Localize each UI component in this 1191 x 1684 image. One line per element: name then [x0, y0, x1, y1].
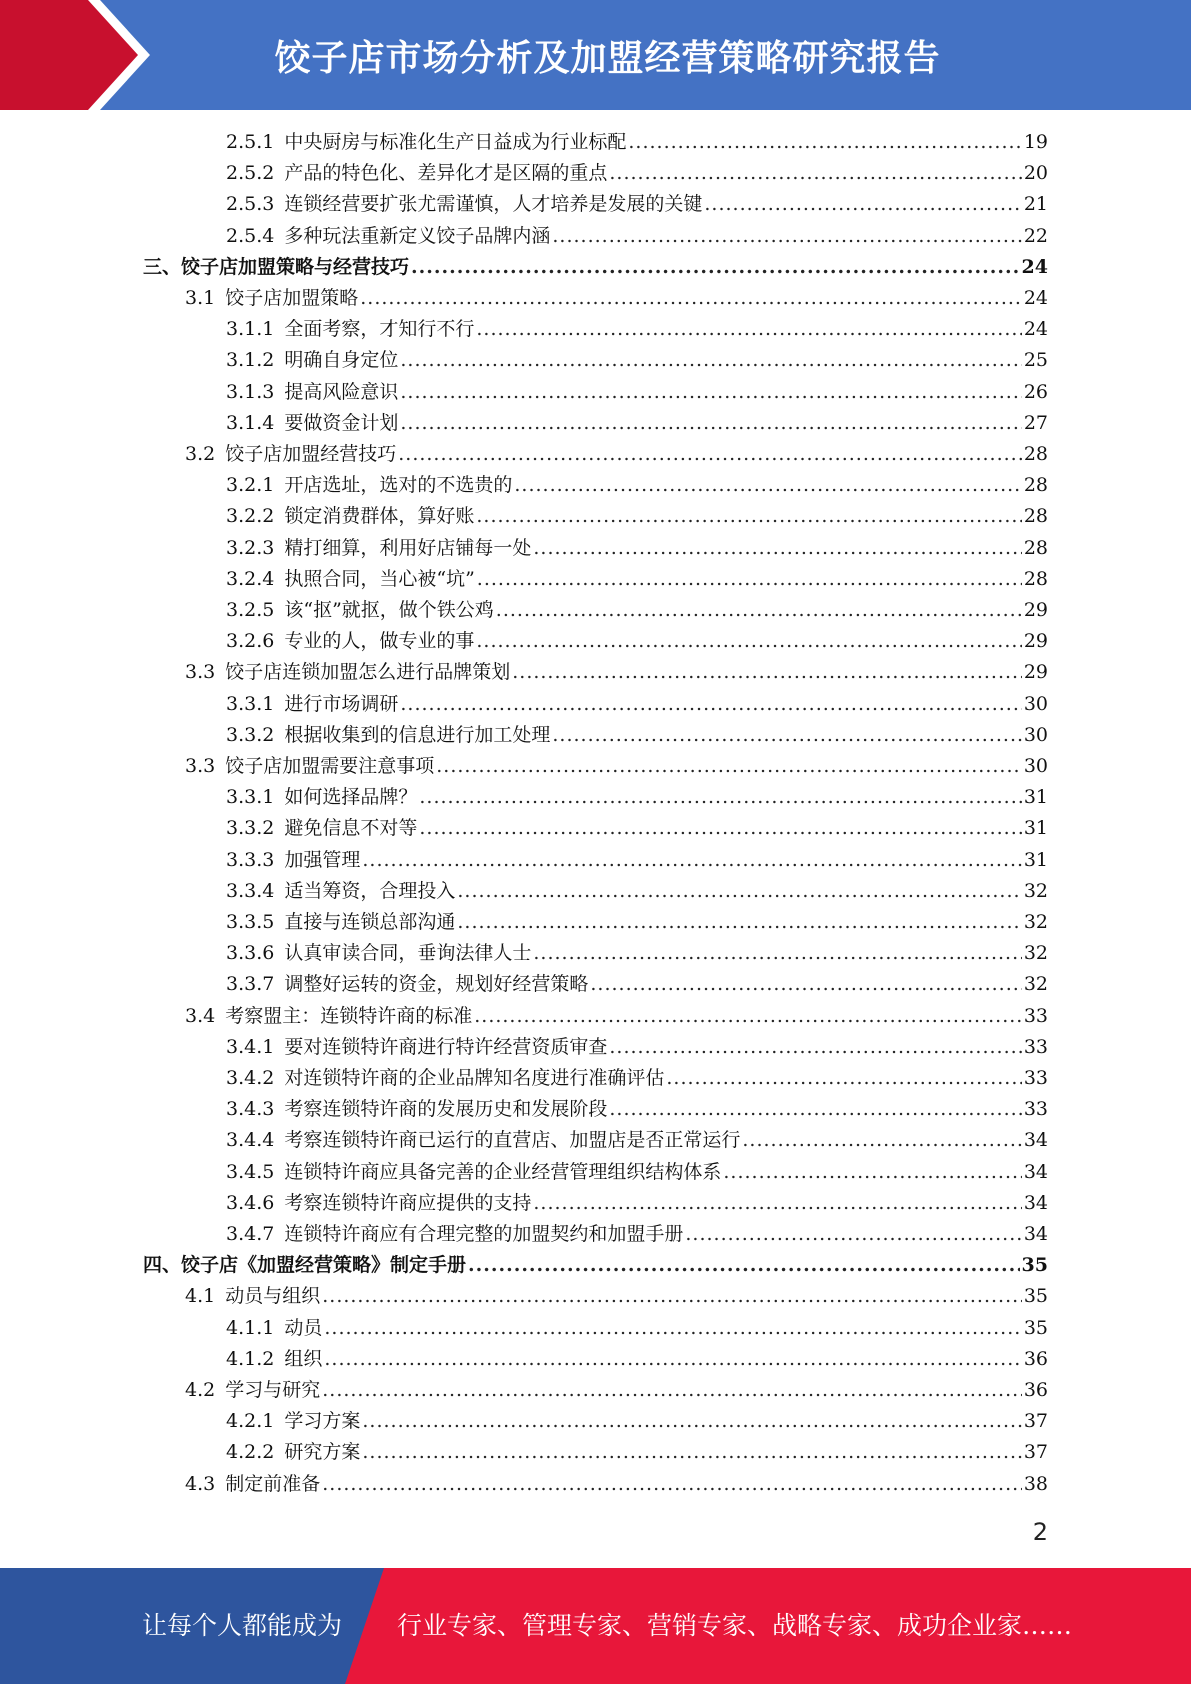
toc-entry-page: 34	[1023, 1191, 1048, 1214]
toc-dot-leader	[322, 1281, 1022, 1312]
toc-entry-title: 直接与连锁总部沟通	[284, 911, 456, 933]
toc-entry[interactable]	[226, 845, 1048, 876]
toc-dot-leader	[457, 907, 1021, 938]
toc-entry-page: 29	[1023, 661, 1048, 684]
toc-dot-leader	[476, 314, 1021, 345]
toc-entry-page: 27	[1023, 411, 1048, 434]
toc-entry-number: 3.2.4	[226, 567, 275, 590]
toc-dot-leader	[400, 408, 1021, 439]
toc-entry-page: 36	[1023, 1379, 1048, 1401]
toc-dot-leader	[476, 626, 1021, 657]
toc-entry-page: 35	[1021, 1254, 1048, 1277]
toc-entry-title: 该“抠”就抠，做个铁公鸡	[284, 599, 494, 621]
toc-entry-page: 34	[1023, 1129, 1048, 1152]
toc-dot-leader	[457, 876, 1021, 907]
toc-entry-title: 考察连锁特许商应提供的支持	[284, 1191, 532, 1214]
toc-entry[interactable]	[226, 1406, 1048, 1437]
toc-entry-page: 32	[1023, 973, 1048, 996]
toc-dot-leader	[476, 501, 1021, 532]
toc-entry-title: 产品的特色化、差异化才是区隔的重点	[284, 162, 608, 185]
toc-entry-title: 进行市场调研	[284, 692, 399, 715]
toc-entry-page: 31	[1023, 786, 1048, 809]
toc-dot-leader	[436, 751, 1022, 782]
toc-entry[interactable]	[226, 189, 1048, 220]
footer-slogan-right: 行业专家、管理专家、营销专家、战略专家、成功企业家……	[397, 1611, 1073, 1640]
toc-entry[interactable]	[226, 1219, 1048, 1250]
toc-entry-page: 36	[1023, 1347, 1048, 1370]
toc-entry[interactable]	[185, 1375, 1048, 1406]
toc-entry[interactable]	[226, 501, 1048, 532]
toc-dot-leader	[533, 938, 1021, 969]
toc-entry-page: 33	[1023, 1035, 1048, 1058]
toc-entry-page: 28	[1023, 567, 1048, 590]
toc-entry[interactable]	[226, 1032, 1048, 1063]
toc-entry-title: 考察连锁特许商已运行的直营店、加盟店是否正常运行	[284, 1129, 741, 1152]
toc-entry-page: 33	[1023, 1067, 1048, 1089]
toc-entry-page: 22	[1023, 224, 1048, 247]
toc-entry-page: 29	[1023, 599, 1048, 621]
toc-entry-page: 34	[1023, 1223, 1048, 1245]
toc-entry-number: 3.3.5	[226, 911, 275, 933]
toc-entry[interactable]	[226, 1125, 1048, 1156]
toc-entry[interactable]	[226, 377, 1048, 408]
toc-entry[interactable]	[226, 564, 1048, 595]
toc-entry-title: 研究方案	[284, 1441, 361, 1464]
toc-entry-title: 动员	[284, 1316, 323, 1339]
toc-entry-page: 30	[1023, 755, 1048, 777]
footer-slogan-left: 让每个人都能成为	[142, 1611, 343, 1640]
toc-entry[interactable]	[226, 1094, 1048, 1125]
toc-entry-page: 25	[1023, 349, 1048, 372]
page-number: 2	[1032, 1518, 1048, 1546]
toc-entry-number: 3.2	[185, 443, 216, 465]
toc-dot-leader	[400, 345, 1021, 376]
toc-entry-number: 3.3.1	[226, 786, 275, 809]
toc-dot-leader	[419, 813, 1021, 844]
toc-entry-number: 3.3.4	[226, 879, 275, 902]
toc-entry-page: 32	[1023, 879, 1048, 902]
toc-entry-number: 2.5.3	[226, 193, 275, 216]
toc-entry-page: 33	[1023, 1004, 1048, 1027]
toc-entry-title: 饺子店加盟经营技巧	[225, 443, 397, 465]
toc-entry-title: 锁定消费群体，算好账	[284, 505, 475, 528]
toc-entry[interactable]	[226, 626, 1048, 657]
toc-entry[interactable]	[226, 813, 1048, 844]
toc-entry-page: 28	[1023, 536, 1048, 559]
toc-entry-title: 组织	[284, 1347, 323, 1370]
toc-entry-page: 31	[1023, 848, 1048, 871]
toc-entry-page: 37	[1023, 1441, 1048, 1464]
toc-entry-title: 如何选择品牌？	[284, 786, 418, 809]
toc-entry-page: 30	[1023, 723, 1048, 746]
toc-entry-title: 四、饺子店《加盟经营策略》制定手册	[143, 1254, 467, 1277]
toc-entry-number: 4.1.1	[226, 1316, 275, 1339]
toc-entry-number: 3.2.6	[226, 630, 275, 653]
toc-entry-page: 28	[1023, 474, 1048, 497]
toc-entry-title: 精打细算，利用好店铺每一处	[284, 536, 532, 559]
toc-entry-title: 加强管理	[284, 848, 361, 871]
toc-entry[interactable]	[226, 1313, 1048, 1344]
toc-entry-title: 考察连锁特许商的发展历史和发展阶段	[284, 1098, 608, 1121]
toc-dot-leader	[685, 1219, 1021, 1250]
toc-dot-leader	[512, 657, 1022, 688]
toc-entry-number: 3.3	[185, 755, 216, 777]
toc-entry-title: 根据收集到的信息进行加工处理	[284, 723, 551, 746]
toc-entry-title: 饺子店加盟需要注意事项	[225, 755, 435, 777]
toc-entry-number: 3.3.3	[226, 848, 275, 871]
toc-entry-number: 4.2.1	[226, 1410, 275, 1433]
toc-entry-page: 29	[1023, 630, 1048, 653]
toc-entry[interactable]	[226, 158, 1048, 189]
toc-entry[interactable]	[226, 782, 1048, 813]
toc-dot-leader	[477, 564, 1022, 595]
toc-entry-title: 学习与研究	[225, 1379, 321, 1401]
toc-entry-title: 专业的人，做专业的事	[284, 630, 475, 653]
toc-entry[interactable]	[226, 221, 1048, 252]
toc-entry-number: 4.3	[185, 1472, 216, 1495]
toc-entry-title: 调整好运转的资金，规划好经营策略	[284, 973, 589, 996]
toc-dot-leader	[362, 1437, 1021, 1468]
toc-entry-number: 3.1	[185, 287, 216, 309]
toc-entry-title: 动员与组织	[225, 1285, 321, 1308]
toc-entry-title: 提高风险意识	[284, 380, 399, 403]
toc-entry[interactable]	[185, 1281, 1048, 1312]
toc-entry-page: 33	[1023, 1098, 1048, 1121]
toc-entry-title: 要对连锁特许商进行特许经营资质审查	[284, 1035, 608, 1058]
toc-entry-number: 3.4	[185, 1004, 216, 1027]
toc-entry-page: 31	[1023, 817, 1048, 840]
toc-entry-number: 3.1.3	[226, 380, 275, 403]
toc-entry-page: 24	[1021, 255, 1048, 278]
toc-entry[interactable]	[185, 1469, 1048, 1500]
document-title: 饺子店市场分析及加盟经营策略研究报告	[274, 37, 941, 79]
toc-dot-leader	[723, 1157, 1021, 1188]
toc-entry[interactable]	[226, 127, 1048, 158]
toc-dot-leader	[552, 221, 1021, 252]
toc-dot-leader	[590, 969, 1021, 1000]
toc-entry-number: 3.4.3	[226, 1098, 275, 1121]
toc-entry-number: 3.4.2	[226, 1067, 275, 1089]
toc-entry[interactable]	[143, 1250, 1048, 1281]
toc-entry[interactable]	[185, 657, 1048, 688]
toc-entry-number: 3.4.6	[226, 1191, 275, 1214]
toc-dot-leader	[628, 127, 1021, 158]
toc-entry[interactable]	[226, 876, 1048, 907]
toc-entry[interactable]	[226, 969, 1048, 1000]
toc-entry-title: 执照合同，当心被“坑”	[284, 567, 475, 590]
toc-entry[interactable]	[143, 252, 1048, 283]
toc-dot-leader	[322, 1375, 1022, 1406]
toc-entry-title: 要做资金计划	[284, 411, 399, 434]
toc-entry-number: 3.4.4	[226, 1129, 275, 1152]
toc-dot-leader	[324, 1344, 1021, 1375]
toc-entry-page: 38	[1023, 1472, 1048, 1495]
toc-dot-leader	[514, 470, 1021, 501]
footer-banner	[0, 1568, 1191, 1684]
toc-dot-leader	[666, 1063, 1021, 1094]
toc-dot-leader	[496, 595, 1022, 626]
toc-entry-number: 3.2.1	[226, 474, 275, 497]
toc-dot-leader	[552, 720, 1021, 751]
toc-entry-number: 3.3.2	[226, 723, 275, 746]
toc-entry-page: 28	[1023, 505, 1048, 528]
toc-dot-leader	[609, 158, 1021, 189]
toc-entry-page: 30	[1023, 692, 1048, 715]
toc-entry-title: 三、饺子店加盟策略与经营技巧	[143, 255, 410, 278]
toc-entry-title: 学习方案	[284, 1410, 361, 1433]
toc-entry-page: 32	[1023, 911, 1048, 933]
toc-entry-page: 26	[1023, 380, 1048, 403]
toc-entry[interactable]	[226, 1157, 1048, 1188]
toc-dot-leader	[398, 439, 1022, 470]
toc-entry-number: 3.2.3	[226, 536, 275, 559]
toc-entry-number: 3.1.4	[226, 411, 275, 434]
toc-entry[interactable]	[226, 1188, 1048, 1219]
toc-dot-leader	[362, 845, 1021, 876]
toc-entry-page: 19	[1023, 131, 1048, 153]
toc-dot-leader	[609, 1032, 1021, 1063]
toc-dot-leader	[533, 1188, 1021, 1219]
toc-entry-title: 连锁特许商应有合理完整的加盟契约和加盟手册	[284, 1223, 684, 1245]
toc-entry[interactable]	[226, 470, 1048, 501]
toc-entry-number: 4.2.2	[226, 1441, 275, 1464]
toc-entry-title: 连锁特许商应具备完善的企业经营管理组织结构体系	[284, 1160, 722, 1183]
toc-dot-leader	[704, 189, 1021, 220]
toc-entry[interactable]	[226, 595, 1048, 626]
toc-entry[interactable]	[226, 1344, 1048, 1375]
toc-entry-page: 35	[1023, 1285, 1048, 1308]
toc-entry-number: 4.2	[185, 1379, 216, 1401]
toc-entry[interactable]	[226, 720, 1048, 751]
toc-entry-number: 2.5.4	[226, 224, 275, 247]
toc-dot-leader	[419, 782, 1021, 813]
toc-dot-leader	[533, 533, 1021, 564]
toc-entry-number: 3.3.6	[226, 942, 275, 965]
header-banner	[0, 0, 1191, 110]
toc-entry[interactable]	[226, 408, 1048, 439]
toc-entry-title: 开店选址，选对的不选贵的	[284, 474, 513, 497]
toc-entry-page: 24	[1023, 318, 1048, 341]
toc-entry-page: 34	[1023, 1160, 1048, 1183]
toc-entry-number: 3.4.5	[226, 1160, 275, 1183]
toc-entry-page: 21	[1023, 193, 1048, 216]
toc-dot-leader	[322, 1469, 1022, 1500]
toc-dot-leader	[742, 1125, 1021, 1156]
toc-entry-number: 3.1.1	[226, 318, 275, 341]
toc-entry-title: 连锁经营要扩张尤需谨慎，人才培养是发展的关键	[284, 193, 703, 216]
toc-entry[interactable]	[226, 907, 1048, 938]
toc-entry[interactable]	[185, 1001, 1048, 1032]
toc-entry-number: 3.2.2	[226, 505, 275, 528]
toc-entry-page: 32	[1023, 942, 1048, 965]
toc-entry-title: 考察盟主：连锁特许商的标准	[225, 1004, 473, 1027]
toc-entry[interactable]	[226, 689, 1048, 720]
toc-entry[interactable]	[226, 1437, 1048, 1468]
toc-entry-title: 全面考察，才知行不行	[284, 318, 475, 341]
toc-dot-leader	[474, 1001, 1022, 1032]
toc-entry-number: 3.3	[185, 661, 216, 684]
toc-dot-leader	[609, 1094, 1021, 1125]
toc-dot-leader	[411, 252, 1020, 283]
toc-entry-page: 24	[1023, 287, 1048, 309]
toc-entry-title: 适当筹资，合理投入	[284, 879, 456, 902]
toc-entry-page: 37	[1023, 1410, 1048, 1433]
toc-entry-title: 认真审读合同，垂询法律人士	[284, 942, 532, 965]
toc-entry-title: 饺子店连锁加盟怎么进行品牌策划	[225, 661, 511, 684]
toc-entry-number: 3.3.2	[226, 817, 275, 840]
toc-entry-title: 中央厨房与标准化生产日益成为行业标配	[284, 131, 627, 153]
toc-entry-number: 3.2.5	[226, 599, 275, 621]
toc-entry[interactable]	[226, 533, 1048, 564]
toc-entry[interactable]	[226, 938, 1048, 969]
toc-entry-title: 明确自身定位	[284, 349, 399, 372]
toc-entry[interactable]	[226, 345, 1048, 376]
toc-entry-number: 3.4.1	[226, 1035, 275, 1058]
toc-entry-title: 多种玩法重新定义饺子品牌内涵	[284, 224, 551, 247]
toc-dot-leader	[360, 283, 1022, 314]
toc-entry[interactable]	[185, 439, 1048, 470]
toc-entry-page: 35	[1023, 1316, 1048, 1339]
toc-entry-number: 4.1	[185, 1285, 216, 1308]
toc-entry-number: 4.1.2	[226, 1347, 275, 1370]
toc-dot-leader	[400, 377, 1021, 408]
toc-entry[interactable]	[185, 751, 1048, 782]
toc-entry-number: 2.5.2	[226, 162, 275, 185]
toc-entry-title: 制定前准备	[225, 1472, 321, 1495]
toc-dot-leader	[468, 1250, 1020, 1281]
toc-entry-number: 3.1.2	[226, 349, 275, 372]
toc-entry-title: 饺子店加盟策略	[225, 287, 359, 309]
toc-entry-page: 28	[1023, 443, 1048, 465]
toc-entry-page: 20	[1023, 162, 1048, 185]
toc-dot-leader	[400, 689, 1021, 720]
toc-entry-number: 3.3.1	[226, 692, 275, 715]
toc-entry[interactable]	[185, 283, 1048, 314]
toc-entry[interactable]	[226, 314, 1048, 345]
toc-entry-title: 避免信息不对等	[284, 817, 418, 840]
toc-entry-title: 对连锁特许商的企业品牌知名度进行准确评估	[284, 1067, 665, 1089]
toc-entry-number: 3.4.7	[226, 1223, 275, 1245]
toc-dot-leader	[324, 1313, 1021, 1344]
toc-entry-number: 3.3.7	[226, 973, 275, 996]
toc-dot-leader	[362, 1406, 1021, 1437]
toc-entry[interactable]	[226, 1063, 1048, 1094]
toc-entry-number: 2.5.1	[226, 131, 275, 153]
